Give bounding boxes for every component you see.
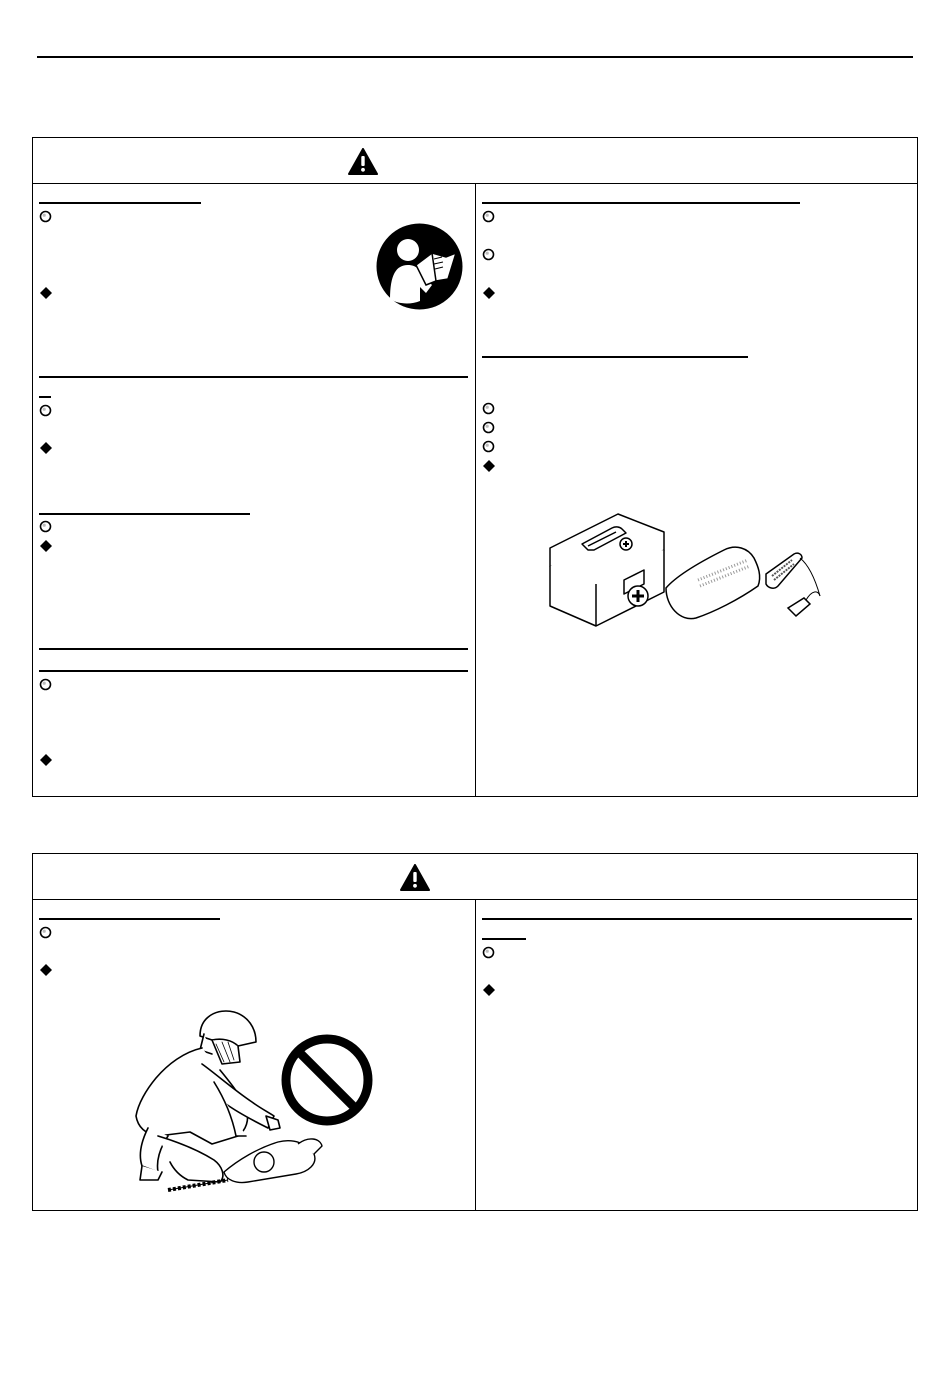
column-divider: [475, 184, 476, 796]
column-divider: [475, 900, 476, 1210]
warning-panel-1: [32, 137, 918, 797]
section-heading-underline: [482, 202, 800, 204]
circle-bullet-icon: [482, 210, 495, 223]
diamond-bullet-icon: [40, 754, 52, 766]
diamond-bullet-icon: [40, 287, 52, 299]
warning-panel-2-header: [33, 854, 917, 900]
section-divider: [39, 670, 468, 672]
section-heading-underline: [482, 356, 748, 358]
circle-bullet-icon: [39, 520, 52, 533]
section-heading-underline: [482, 938, 526, 940]
section-divider: [39, 376, 468, 378]
circle-bullet-icon: [39, 404, 52, 417]
section-divider: [39, 648, 468, 650]
warning-triangle-icon: [400, 864, 430, 891]
section-heading-underline: [39, 918, 220, 920]
section-divider: [482, 918, 912, 920]
section-heading-underline: [39, 396, 51, 398]
diamond-bullet-icon: [483, 984, 495, 996]
circle-bullet-icon: [39, 926, 52, 939]
diamond-bullet-icon: [40, 964, 52, 976]
circle-bullet-icon: [482, 402, 495, 415]
circle-bullet-icon: [482, 946, 495, 959]
diamond-bullet-icon: [483, 287, 495, 299]
warning-triangle-icon: [348, 148, 378, 175]
top-rule: [37, 56, 913, 58]
first-aid-kit-illustration: [548, 510, 834, 628]
circle-bullet-icon: [482, 248, 495, 261]
circle-bullet-icon: [39, 210, 52, 223]
section-heading-underline: [39, 202, 201, 204]
diamond-bullet-icon: [40, 540, 52, 552]
diamond-bullet-icon: [40, 442, 52, 454]
section-heading-underline: [39, 513, 250, 515]
read-manual-icon: [376, 223, 463, 310]
circle-bullet-icon: [39, 678, 52, 691]
warning-panel-1-header: [33, 138, 917, 184]
circle-bullet-icon: [482, 440, 495, 453]
diamond-bullet-icon: [483, 460, 495, 472]
circle-bullet-icon: [482, 421, 495, 434]
prohibited-icon: [280, 1033, 374, 1127]
